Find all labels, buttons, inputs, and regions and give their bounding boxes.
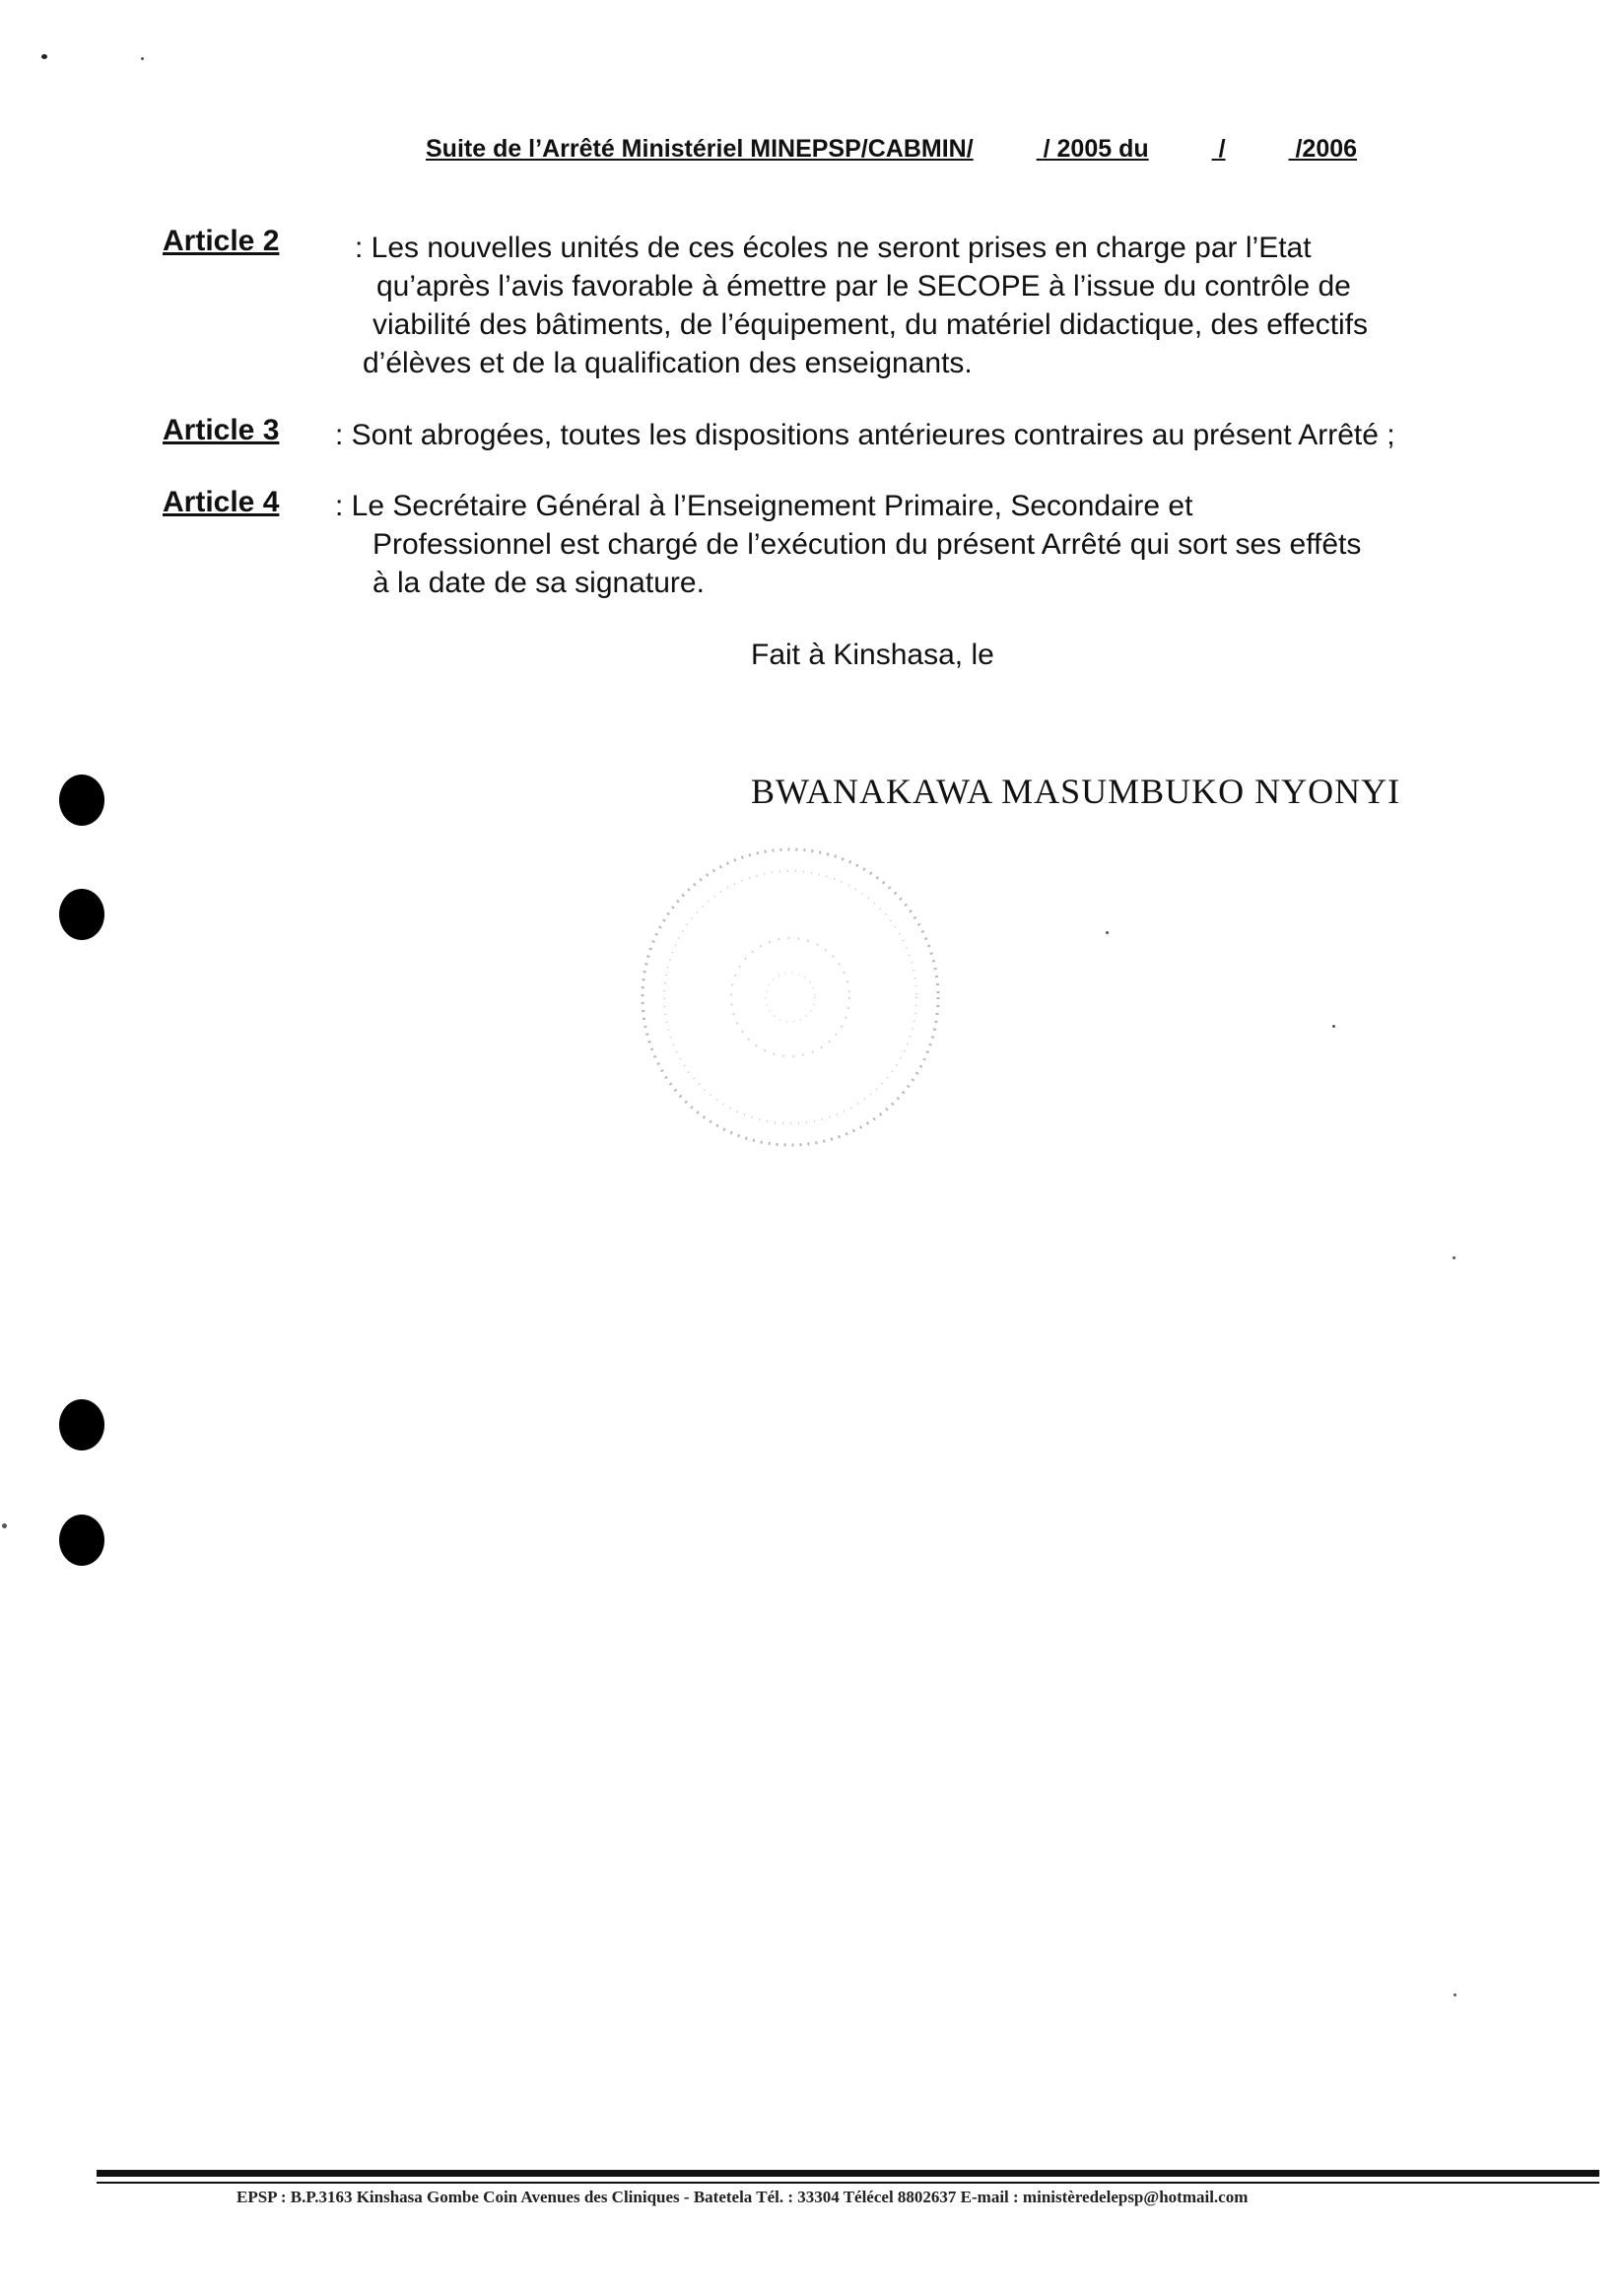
scan-speck <box>1332 1025 1335 1028</box>
footer-rule-thin <box>97 2182 1599 2184</box>
scan-speck <box>2 1523 7 1528</box>
article-4-label: Article 4 <box>163 486 280 518</box>
article-4-body <box>335 487 1537 602</box>
official-stamp <box>623 820 958 1175</box>
footer-address: EPSP : B.P.3163 Kinshasa Gombe Coin Avenues des Cliniques - Batetela Tél. : 33304 Télécel 8802637 E-mail : ministèredelepsp@hotmail.com <box>237 2188 1249 2206</box>
header-number: / 2005 du <box>1043 135 1149 163</box>
header-title: Suite de l’Arrêté Ministériel MINEPSP/CABMIN/ <box>426 135 974 163</box>
scan-speck <box>41 54 47 59</box>
place-date: Fait à Kinshasa, le <box>751 639 994 671</box>
article-3-line-1: : Sont abrogées, toutes les dispositions antérieures contraires au présent Arrêté ; <box>335 419 1395 451</box>
scan-speck <box>1453 1256 1455 1259</box>
punch-hole <box>59 775 104 826</box>
article-4-line-1: : Le Secrétaire Général à l’Enseignement Primaire, Secondaire et <box>335 490 1193 522</box>
punch-hole <box>59 1399 104 1451</box>
article-4-line-3: à la date de sa signature. <box>372 567 705 599</box>
article-3-label: Article 3 <box>163 414 280 446</box>
document-header <box>426 135 1357 164</box>
article-2-body <box>355 229 1557 382</box>
signatory-name: BWANAKAWA MASUMBUKO NYONYI <box>751 772 1401 811</box>
footer-rule <box>97 2170 1599 2177</box>
scan-speck <box>1454 1993 1456 1996</box>
article-2-line-1: : Les nouvelles unités de ces écoles ne seront prises en charge par l’Etat <box>355 232 1312 264</box>
punch-hole <box>59 1515 104 1566</box>
scan-speck <box>1106 931 1109 934</box>
header-year: /2006 <box>1295 135 1358 163</box>
article-2-label: Article 2 <box>163 225 280 257</box>
punch-hole <box>59 889 104 940</box>
scan-speck <box>141 57 144 60</box>
article-2-line-3: viabilité des bâtiments, de l’équipement, du matériel didactique, des effectifs <box>372 308 1369 341</box>
article-4-line-2: Professionnel est chargé de l’exécution du présent Arrêté qui sort ses effêts <box>372 528 1362 561</box>
header-date-separator: / <box>1218 135 1226 163</box>
article-3-body <box>335 416 1537 454</box>
article-2-line-4: d’élèves et de la qualification des enseignants. <box>363 347 973 379</box>
article-2-line-2: qu’après l’avis favorable à émettre par le SECOPE à l’issue du contrôle de <box>376 270 1351 303</box>
